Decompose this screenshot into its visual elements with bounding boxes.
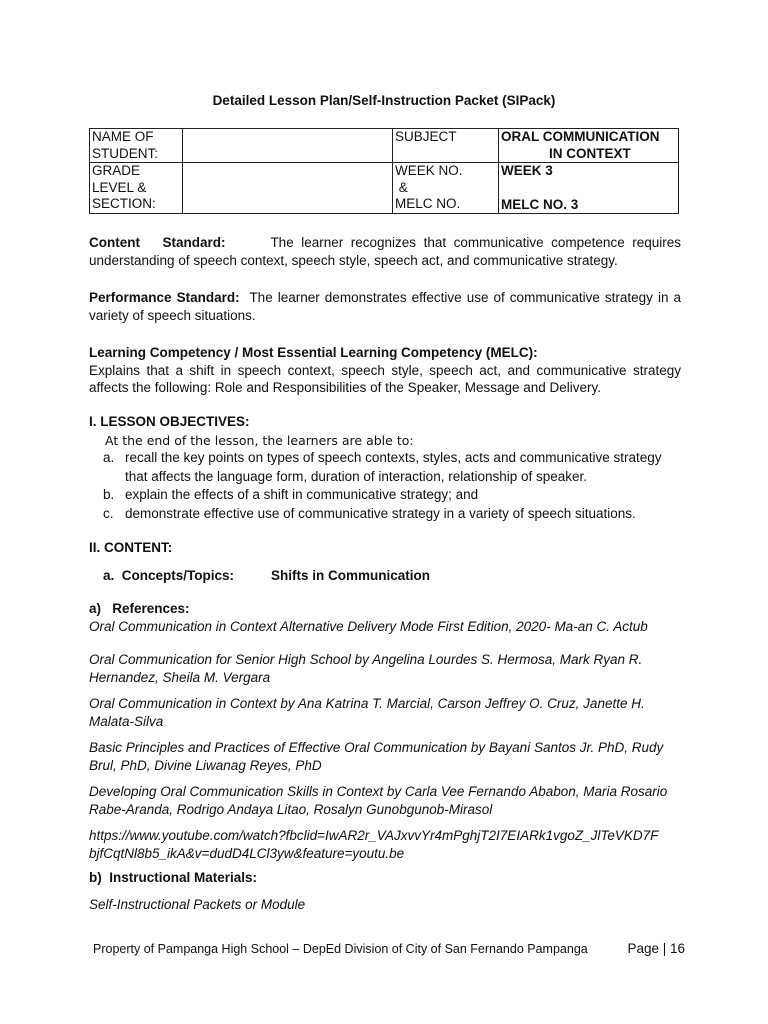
performance-standard-text: The learner demonstrates effective use of communicative strategy in a variety of speech situations. <box>89 290 681 323</box>
week-label-line: MELC NO. <box>395 196 461 211</box>
list-item <box>89 449 681 486</box>
reference-item: Developing Oral Communication Skills in Context by Carla Vee Fernando Ababon, Maria Rosario Rabe-Aranda, Rodrigo Andaya Litao, Rosalyn Gunobgunob-Mirasol <box>89 784 668 817</box>
grade-value-cell <box>183 163 393 214</box>
list-item <box>89 505 681 524</box>
objectives-heading: I. LESSON OBJECTIVES: <box>89 414 250 429</box>
reference-item: Basic Principles and Practices of Effective Oral Communication by Bayani Santos Jr. PhD, Rudy Brul, PhD, Divine Liwanag Reyes, PhD <box>89 740 664 773</box>
list-marker: a. <box>103 450 115 465</box>
reference-item: Oral Communication for Senior High School by Angelina Lourdes S. Hermosa, Mark Ryan R. Hernandez, Sheila M. Vergara <box>89 652 643 685</box>
content-standard-text: The learner recognizes that communicative competence requires understanding of speech context, speech style, speech act, and communicative strategy. <box>89 235 681 268</box>
learning-competency-text: Explains that a shift in speech context, speech style, speech act, and communicative strategy affects the following: Role and Responsibilities of the Speaker, Message and Delivery. <box>89 362 681 395</box>
name-label-line: NAME OF <box>92 129 154 144</box>
subject-label-cell: SUBJECT <box>393 129 499 163</box>
objectives-intro: At the end of the lesson, the learners are able to: <box>105 433 414 448</box>
week-label-line: & <box>398 179 408 195</box>
reference-url[interactable] <box>89 827 681 863</box>
subject-value-line: IN CONTEXT <box>549 145 631 161</box>
name-value-cell <box>183 129 393 163</box>
content-heading: II. CONTENT: <box>89 540 173 555</box>
table-row <box>90 163 679 214</box>
grade-label-line: LEVEL & <box>92 179 147 195</box>
concepts-topics <box>103 568 430 583</box>
reference-url-line[interactable]: bjfCqtNl8b5_ikA&v=dudD4LCl3yw&feature=youtu.be <box>89 846 405 861</box>
list-item-text: recall the key points on types of speech contexts, styles, acts and communicative strategy that affects the language form, duration of interaction, relationship of speaker. <box>125 450 662 484</box>
list-item-text: demonstrate effective use of communicative strategy in a variety of speech situations. <box>125 505 636 521</box>
subject-value-line: ORAL COMMUNICATION <box>501 129 660 144</box>
document-title: Detailed Lesson Plan/Self-Instruction Packet (SIPack) <box>212 93 556 108</box>
grade-label-line: SECTION: <box>92 196 156 211</box>
learning-competency-label: Learning Competency / Most Essential Learning Competency (MELC): <box>89 345 538 360</box>
grade-label-line: GRADE <box>92 163 141 178</box>
page-footer <box>93 942 685 956</box>
content-standard <box>89 234 681 269</box>
list-item-text: explain the effects of a shift in communicative strategy; and <box>125 487 479 502</box>
list-marker: c. <box>103 505 114 521</box>
performance-standard <box>89 289 681 324</box>
reference-item: Oral Communication in Context by Ana Katrina T. Marcial, Carson Jeffrey O. Cruz, Janette H. Malata-Silva <box>89 696 645 729</box>
references-heading: a) References: <box>89 601 190 616</box>
content-standard-label: Content Standard: <box>89 235 226 250</box>
list-marker: b. <box>103 487 115 502</box>
subject-value-cell <box>499 129 679 163</box>
name-label-line: STUDENT: <box>92 145 159 161</box>
week-value: WEEK 3 <box>501 163 553 178</box>
performance-standard-label: Performance Standard: <box>89 290 240 305</box>
references-list <box>89 618 681 871</box>
page-number: Page | 16 <box>627 941 685 956</box>
grade-label-cell <box>90 163 183 214</box>
student-info-table <box>89 128 679 214</box>
footer-text: Property of Pampanga High School – DepEd Division of City of San Fernando Pampanga <box>93 942 588 956</box>
learning-competency <box>89 344 681 397</box>
week-label-line: WEEK NO. <box>395 163 463 178</box>
name-label-cell <box>90 129 183 163</box>
melc-value: MELC NO. 3 <box>501 196 579 212</box>
reference-item: Oral Communication in Context Alternative Delivery Mode First Edition, 2020- Ma-an C. Actub <box>89 619 648 634</box>
week-label-cell <box>393 163 499 214</box>
concepts-label: a. Concepts/Topics: <box>103 568 235 583</box>
reference-url-line[interactable]: https://www.youtube.com/watch?fbclid=IwAR2r_VAJxvvYr4mPghjT2I7EIARk1vgoZ_JlTeVKD7F <box>89 828 659 843</box>
objectives-list <box>89 449 681 523</box>
concepts-value: Shifts in Communication <box>271 568 431 583</box>
materials-heading: b) Instructional Materials: <box>89 870 258 885</box>
list-item <box>89 486 681 505</box>
week-value-cell <box>499 163 679 214</box>
table-row <box>90 129 679 163</box>
materials-text: Self-Instructional Packets or Module <box>89 897 306 912</box>
